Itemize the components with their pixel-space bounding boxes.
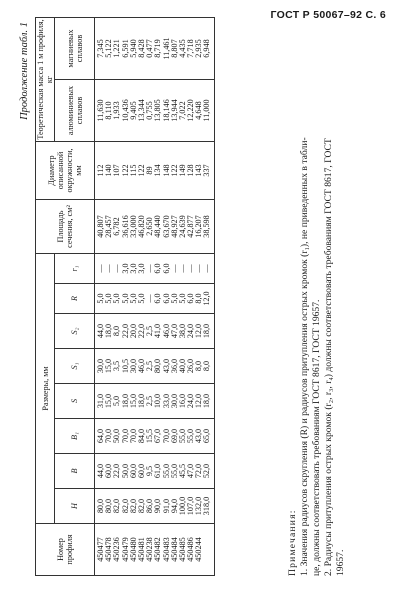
cell-value: 18,0 bbox=[104, 323, 114, 339]
cell-value: 36,0 bbox=[169, 358, 179, 374]
cell-value: 450484 bbox=[169, 537, 179, 562]
cell-value: 15,0 bbox=[104, 358, 114, 374]
cell-value: 47,0 bbox=[186, 463, 196, 479]
cell-value: 6,948 bbox=[202, 39, 212, 58]
cell-value: 140 bbox=[104, 164, 114, 177]
column-area bbox=[95, 200, 215, 254]
column-S1 bbox=[95, 349, 215, 384]
cell-value: 100,0 bbox=[177, 496, 187, 516]
cell-value: 450482 bbox=[153, 537, 163, 562]
cell-value: — bbox=[145, 264, 155, 273]
cell-value: 6,591 bbox=[120, 39, 130, 58]
cell-value: 82,0 bbox=[120, 498, 130, 514]
cell-value: 80,0 bbox=[104, 498, 114, 514]
cell-value: 43,0 bbox=[161, 358, 171, 374]
cell-value: 8,0 bbox=[112, 325, 122, 337]
cell-value: 450481 bbox=[136, 537, 146, 562]
cell-value: 60,0 bbox=[128, 463, 138, 479]
cell-value: 8,0 bbox=[202, 360, 212, 372]
cell-value: 18,0 bbox=[202, 393, 212, 409]
cell-value: 24,639 bbox=[177, 215, 187, 238]
cell-value: — bbox=[202, 264, 212, 273]
cell-value: 107,0 bbox=[186, 496, 196, 516]
cell-value: 5,0 bbox=[96, 293, 105, 304]
cell-value: 40,807 bbox=[96, 215, 105, 238]
rotated-table-block bbox=[19, 16, 359, 576]
cell-value: 5,0 bbox=[104, 293, 114, 304]
notes-title: Примечания: bbox=[287, 509, 298, 576]
cell-value: 55,0 bbox=[177, 428, 187, 444]
cell-value: 3,5 bbox=[112, 360, 122, 372]
cell-value: 15,5 bbox=[145, 428, 155, 444]
header-B: B bbox=[55, 454, 95, 489]
cell-value: 22,0 bbox=[136, 323, 146, 339]
cell-value: 149 bbox=[177, 164, 187, 177]
cell-value: 63,670 bbox=[161, 215, 171, 238]
cell-value: 7,345 bbox=[96, 39, 105, 58]
cell-value: 148 bbox=[161, 164, 171, 177]
cell-value: 30,0 bbox=[96, 358, 105, 374]
cell-value: 2,5 bbox=[145, 395, 155, 407]
cell-value: 13,805 bbox=[153, 99, 163, 122]
header-r1: r₁ bbox=[55, 254, 95, 284]
table-continuation-caption: Продолжение табл. 1 bbox=[19, 22, 30, 120]
note-1-line-1: 1. Значения радиусов скругления (R) и радиусов притупления острых кромок (r₁), не приведенных в табли- bbox=[299, 137, 310, 576]
cell-value: 13,944 bbox=[169, 99, 179, 122]
cell-value: 450244 bbox=[194, 537, 204, 562]
cell-value: 42,877 bbox=[186, 215, 196, 238]
cell-value: 47,0 bbox=[169, 323, 179, 339]
header-dimensions: Размеры, мм bbox=[36, 254, 55, 524]
cell-value: 6,782 bbox=[112, 217, 122, 236]
cell-value: 5,0 bbox=[177, 293, 187, 304]
cell-value: 337 bbox=[202, 164, 212, 177]
cell-value: 0,755 bbox=[145, 101, 155, 120]
cell-value: 450238 bbox=[145, 537, 155, 562]
cell-value: 82,0 bbox=[112, 498, 122, 514]
cell-value: 70,0 bbox=[120, 428, 130, 444]
cell-value: 3,0 bbox=[128, 263, 138, 274]
cell-value: 318,0 bbox=[202, 496, 212, 516]
cell-value: 82,0 bbox=[128, 498, 138, 514]
cell-value: 10,0 bbox=[153, 393, 163, 409]
header-S: S bbox=[55, 384, 95, 419]
column-diameter bbox=[95, 142, 215, 200]
cell-value: 45,5 bbox=[177, 463, 187, 479]
header-S2: S₂ bbox=[55, 314, 95, 349]
cell-value: 11,630 bbox=[96, 99, 105, 122]
column-H bbox=[95, 489, 215, 524]
cell-value: 8,807 bbox=[169, 39, 179, 58]
cell-value: 2,650 bbox=[145, 217, 155, 236]
cell-value: 36,616 bbox=[120, 215, 130, 238]
header-R: R bbox=[55, 284, 95, 314]
cell-value: 64,0 bbox=[96, 428, 105, 444]
cell-value: 143 bbox=[194, 164, 204, 177]
cell-value: 5,0 bbox=[112, 395, 122, 407]
cell-value: 50,0 bbox=[120, 463, 130, 479]
cell-value: 4,435 bbox=[177, 39, 187, 58]
profile-dimensions-table bbox=[35, 17, 215, 576]
cell-value: 38,598 bbox=[202, 215, 212, 238]
cell-value: 46,0 bbox=[161, 323, 171, 339]
cell-value: 4,648 bbox=[194, 101, 204, 120]
cell-value: 450479 bbox=[120, 537, 130, 562]
cell-value: 60,0 bbox=[104, 463, 114, 479]
header-area: Площадь сечения, см² bbox=[36, 200, 95, 254]
cell-value: 10,5 bbox=[120, 358, 130, 374]
cell-value: 5,940 bbox=[128, 39, 138, 58]
cell-value: 2,935 bbox=[194, 39, 204, 58]
cell-value: 13,344 bbox=[136, 99, 146, 122]
cell-value: 33,000 bbox=[128, 215, 138, 238]
cell-value: — bbox=[112, 264, 122, 273]
cell-value: 450477 bbox=[96, 537, 105, 562]
cell-value: 70,0 bbox=[161, 428, 171, 444]
cell-value: 46,0 bbox=[136, 358, 146, 374]
cell-value: 60,0 bbox=[136, 463, 146, 479]
page-header: ГОСТ Р 50067–92 С. 6 bbox=[270, 9, 386, 21]
cell-value: — bbox=[145, 294, 155, 303]
cell-value: 3,0 bbox=[136, 263, 146, 274]
cell-value: 450486 bbox=[186, 537, 196, 562]
cell-value: 6,0 bbox=[161, 293, 171, 304]
column-B1 bbox=[95, 419, 215, 454]
cell-value: 8,0 bbox=[194, 293, 204, 304]
cell-value: 1,221 bbox=[112, 39, 122, 58]
table-notes bbox=[287, 16, 347, 576]
cell-value: 10,436 bbox=[120, 99, 130, 122]
cell-value: 86,0 bbox=[145, 498, 155, 514]
cell-value: 450483 bbox=[161, 537, 171, 562]
cell-value: 16,207 bbox=[194, 215, 204, 238]
cell-value: 122 bbox=[169, 164, 179, 177]
header-mass: Теоретическая масса 1 м профиля, кг bbox=[36, 19, 54, 140]
column-mass-magnesium bbox=[95, 18, 215, 80]
cell-value: — bbox=[104, 264, 114, 273]
cell-value: 3,0 bbox=[120, 263, 130, 274]
cell-value: 2,5 bbox=[145, 360, 155, 372]
cell-value: 12,0 bbox=[202, 291, 212, 306]
cell-value: 8,0 bbox=[194, 360, 204, 372]
cell-value: 6,0 bbox=[186, 293, 196, 304]
cell-value: 70,0 bbox=[128, 428, 138, 444]
column-R bbox=[95, 284, 215, 314]
cell-value: 5,0 bbox=[128, 293, 138, 304]
cell-value: 50,0 bbox=[112, 428, 122, 444]
cell-value: 450480 bbox=[128, 537, 138, 562]
cell-value: 38,0 bbox=[177, 323, 187, 339]
cell-value: 15,0 bbox=[128, 393, 138, 409]
header-mass-aluminum: алюминиевых сплавов bbox=[55, 80, 95, 142]
cell-value: 6,0 bbox=[153, 293, 163, 304]
cell-value: 6,0 bbox=[153, 263, 163, 274]
cell-value: — bbox=[186, 264, 196, 273]
cell-value: 48,927 bbox=[169, 215, 179, 238]
cell-value: 12,220 bbox=[186, 99, 196, 122]
cell-value: 67,0 bbox=[153, 428, 163, 444]
cell-value: 12,0 bbox=[194, 393, 204, 409]
cell-value: 72,0 bbox=[194, 463, 204, 479]
header-H: H bbox=[55, 489, 95, 524]
cell-value: 450478 bbox=[104, 537, 114, 562]
note-2-line-2: 19657. bbox=[335, 549, 346, 576]
column-B bbox=[95, 454, 215, 489]
cell-value: 30,0 bbox=[169, 393, 179, 409]
cell-value: 0,477 bbox=[145, 39, 155, 58]
cell-value: 12,0 bbox=[194, 323, 204, 339]
column-r1 bbox=[95, 254, 215, 284]
cell-value: 22,0 bbox=[112, 463, 122, 479]
header-mass-magnesium: магниевых сплавов bbox=[55, 18, 95, 80]
cell-value: 5,122 bbox=[104, 39, 114, 58]
cell-value: 18,146 bbox=[161, 99, 171, 122]
cell-value: 134 bbox=[153, 164, 163, 177]
cell-value: 11,000 bbox=[202, 99, 212, 122]
column-S bbox=[95, 384, 215, 419]
cell-value: 5,0 bbox=[112, 293, 122, 304]
cell-value: 15,0 bbox=[104, 393, 114, 409]
cell-value: 5,0 bbox=[120, 293, 130, 304]
note-2-line-1: 2. Радиусы притупления острых кромок (r₂, r₃, r₄) должны соответствовать требованиям ГОСТ 8617, ГОСТ bbox=[323, 138, 334, 576]
cell-value: 28,457 bbox=[104, 215, 114, 238]
cell-value: 24,0 bbox=[186, 323, 196, 339]
cell-value: 8,110 bbox=[104, 101, 114, 120]
cell-value: 450236 bbox=[112, 537, 122, 562]
cell-value: 44,0 bbox=[96, 323, 105, 339]
cell-value: 55,0 bbox=[169, 463, 179, 479]
cell-value: 89 bbox=[145, 166, 155, 175]
cell-value: 11,461 bbox=[161, 37, 171, 60]
cell-value: 94,0 bbox=[169, 498, 179, 514]
cell-value: 1,933 bbox=[112, 101, 122, 120]
cell-value: 107 bbox=[112, 164, 122, 177]
cell-value: 8,719 bbox=[153, 39, 163, 58]
cell-value: 7,022 bbox=[177, 101, 187, 120]
cell-value: 55,0 bbox=[186, 428, 196, 444]
cell-value: 69,0 bbox=[169, 428, 179, 444]
cell-value: — bbox=[177, 264, 187, 273]
column-S2 bbox=[95, 314, 215, 349]
cell-value: 90,0 bbox=[153, 498, 163, 514]
column-profile-number bbox=[95, 524, 215, 576]
cell-value: 5,0 bbox=[169, 293, 179, 304]
cell-value: 18,0 bbox=[202, 323, 212, 339]
cell-value: 70,0 bbox=[104, 428, 114, 444]
cell-value: 450485 bbox=[177, 537, 187, 562]
cell-value: 44,0 bbox=[96, 463, 105, 479]
cell-value: 82,0 bbox=[136, 498, 146, 514]
cell-value: 22,0 bbox=[120, 323, 130, 339]
cell-value: 132,0 bbox=[194, 496, 204, 516]
header-profile-number: Номер профиля bbox=[36, 524, 95, 576]
cell-value: 2,5 bbox=[145, 325, 155, 337]
cell-value: 46,820 bbox=[136, 215, 146, 238]
cell-value: 5,0 bbox=[136, 293, 146, 304]
cell-value: 24,0 bbox=[186, 393, 196, 409]
cell-value: 18,0 bbox=[120, 393, 130, 409]
cell-value: 84,0 bbox=[136, 428, 146, 444]
cell-value: 80,0 bbox=[96, 498, 105, 514]
cell-value: 18,0 bbox=[136, 393, 146, 409]
cell-value: 115 bbox=[128, 164, 138, 177]
note-1-line-2: це, должны соответствовать требованиям ГОСТ 8617, ГОСТ 19657. bbox=[311, 299, 322, 576]
cell-value: 48,440 bbox=[153, 215, 163, 238]
cell-value: 8,428 bbox=[136, 39, 146, 58]
cell-value: 52,0 bbox=[202, 463, 212, 479]
cell-value: 31,0 bbox=[96, 393, 105, 409]
cell-value: — bbox=[169, 264, 179, 273]
cell-value: 16,0 bbox=[177, 393, 187, 409]
cell-value: — bbox=[194, 264, 204, 273]
cell-value: 43,0 bbox=[194, 428, 204, 444]
cell-value: 128 bbox=[186, 164, 196, 177]
cell-value: 26,0 bbox=[186, 358, 196, 374]
cell-value: 61,0 bbox=[153, 463, 163, 479]
cell-value: 6,0 bbox=[161, 263, 171, 274]
column-mass-aluminum bbox=[95, 80, 215, 142]
cell-value: 20,0 bbox=[128, 323, 138, 339]
cell-value: 80,0 bbox=[153, 358, 163, 374]
header-diameter: Диаметр описанной окружности, мм bbox=[36, 142, 95, 200]
cell-value: 30,0 bbox=[128, 358, 138, 374]
cell-value: 91,0 bbox=[161, 498, 171, 514]
cell-value: 9,5 bbox=[145, 465, 155, 477]
cell-value: — bbox=[96, 264, 105, 273]
header-S1: S₁ bbox=[55, 349, 95, 384]
cell-value: 40,0 bbox=[177, 358, 187, 374]
cell-value: 112 bbox=[96, 164, 105, 177]
cell-value: 41,0 bbox=[153, 323, 163, 339]
header-B1: B₁ bbox=[55, 419, 95, 454]
cell-value: 9,405 bbox=[128, 101, 138, 120]
cell-value: 122 bbox=[136, 164, 146, 177]
cell-value: 33,0 bbox=[161, 393, 171, 409]
cell-value: 122 bbox=[120, 164, 130, 177]
cell-value: 7,718 bbox=[186, 39, 196, 58]
cell-value: 65,0 bbox=[202, 428, 212, 444]
cell-value: 55,0 bbox=[161, 463, 171, 479]
